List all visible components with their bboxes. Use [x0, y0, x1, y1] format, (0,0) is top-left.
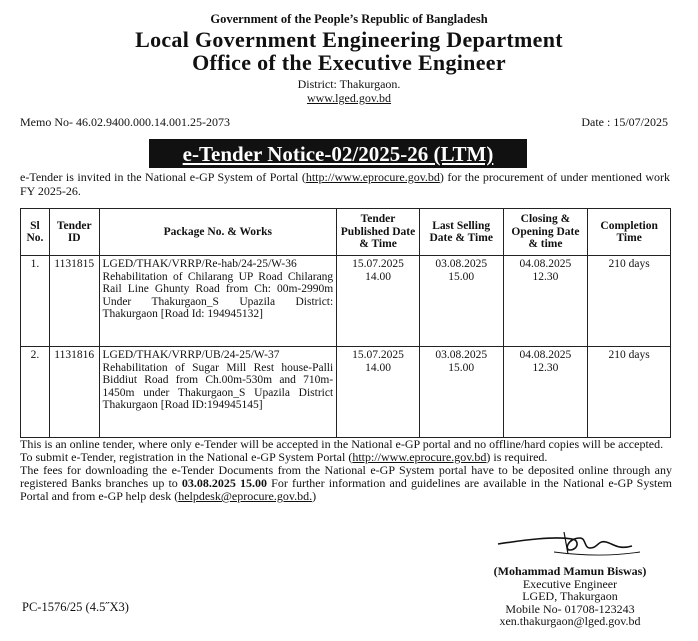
eprocure-link[interactable]: http://www.eprocure.gov.bd	[305, 170, 440, 184]
cell-sl: 1.	[21, 256, 50, 347]
note-fees-before: The fees for downloading the e-Tender Documents from the National e-GP System portal have to be deposited online through any registered Banks branches up to	[20, 463, 672, 490]
tender-table	[20, 208, 671, 438]
cell-closing	[503, 256, 588, 347]
website-link[interactable]: www.lged.gov.bd	[306, 91, 392, 105]
cell-last-selling	[419, 256, 503, 347]
cell-published	[337, 347, 420, 438]
header-completion: Completion Time	[588, 209, 671, 256]
cell-closing	[503, 347, 588, 438]
signer-mobile: Mobile No- 01708-123243	[505, 601, 635, 616]
intro-paragraph	[20, 171, 670, 198]
selling-date: 03.08.2025	[435, 258, 488, 270]
header-package: Package No. & Works	[99, 209, 337, 256]
office-title: Office of the Executive Engineer	[192, 50, 506, 75]
note-fees	[20, 464, 672, 503]
signature-icon	[494, 526, 644, 560]
intro-text-after: ) for the procurement of under mentioned work FY 2025-26.	[20, 170, 670, 198]
header-published: Tender Published Date & Time	[337, 209, 420, 256]
cell-tender-id: 1131815	[49, 256, 99, 347]
closing-date: 04.08.2025	[519, 258, 572, 270]
cell-package: LGED/THAK/VRRP/Re-hab/24-25/W-36 Rehabilitation of Chilarang UP Road Chilarang Rail Line Ghunty Road from Ch: 00m-2990m Under Thakurgaon_S Upazila District: Thakurgaon [Road Id: 194945132]	[99, 256, 337, 347]
table-row	[21, 347, 671, 438]
notice-title-banner	[149, 139, 527, 168]
note-fees-close: )	[312, 489, 317, 503]
closing-date: 04.08.2025	[519, 349, 572, 361]
signer-org: LGED, Thakurgaon	[522, 589, 618, 603]
signer-email: xen.thakurgaon@lged.gov.bd	[499, 614, 641, 628]
header-tender-id: Tender ID	[49, 209, 99, 256]
closing-time: 12.30	[532, 270, 559, 283]
signer-name: (Mohammad Mamun Biswas)	[493, 564, 647, 578]
district-line: District: Thakurgaon.	[297, 77, 401, 91]
selling-date: 03.08.2025	[435, 349, 488, 361]
cell-published	[337, 256, 420, 347]
government-heading: Government of the People’s Republic of Bangladesh	[210, 12, 488, 26]
registration-link[interactable]: http://www.eprocure.gov.bd	[352, 450, 487, 464]
header-sl: Sl No.	[21, 209, 50, 256]
cell-last-selling	[419, 347, 503, 438]
header-last-selling: Last Selling Date & Time	[419, 209, 503, 256]
cell-completion: 210 days	[588, 256, 671, 347]
cell-completion: 210 days	[588, 347, 671, 438]
department-title: Local Government Engineering Department	[135, 27, 563, 52]
header-closing: Closing & Opening Date & time	[503, 209, 588, 256]
note-online-tender: This is an online tender, where only e-Tender will be accepted in the National e-GP portal and no offline/hard copies will be accepted.	[20, 437, 664, 451]
signer-title: Executive Engineer	[522, 576, 618, 591]
cell-tender-id: 1131816	[49, 347, 99, 438]
table-header-row	[21, 209, 671, 256]
note-registration-after: ) is required.	[486, 450, 548, 464]
published-date: 15.07.2025	[352, 349, 404, 361]
table-row	[21, 256, 671, 347]
published-time: 14.00	[365, 361, 391, 374]
notice-title: e-Tender Notice-02/2025-26 (LTM)	[182, 142, 494, 166]
published-date: 15.07.2025	[352, 258, 404, 270]
memo-date: Date : 15/07/2025	[581, 115, 668, 129]
intro-text-before: e-Tender is invited in the National e-GP System of Portal (	[20, 170, 306, 184]
signer-block	[470, 565, 670, 628]
selling-time: 15.00	[448, 361, 475, 374]
fees-deadline: 03.08.2025 15.00	[181, 476, 268, 490]
published-time: 14.00	[365, 270, 391, 283]
cell-sl: 2.	[21, 347, 50, 438]
note-fees-after: For further information and guidelines are available in the National e-GP System Portal and from e-GP help desk (	[20, 476, 672, 503]
pc-code: PC-1576/25 (4.5˝X3)	[22, 600, 129, 614]
memo-number: Memo No- 46.02.9400.000.14.001.25-2073	[20, 115, 230, 129]
note-registration-before: To submit e-Tender, registration in the National e-GP System Portal (	[20, 450, 353, 464]
selling-time: 15.00	[448, 270, 475, 283]
cell-package: LGED/THAK/VRRP/UB/24-25/W-37 Rehabilitation of Sugar Mill Rest house-Palli Biddiut Road from Ch.00m-530m and 710m-1450m under Thakurgaon_S Upazila District Thakurgaon [Road ID:194945145]	[99, 347, 337, 438]
notes-section	[20, 438, 672, 503]
helpdesk-email-link[interactable]: helpdesk@eprocure.gov.bd.	[178, 489, 313, 503]
closing-time: 12.30	[532, 361, 559, 374]
